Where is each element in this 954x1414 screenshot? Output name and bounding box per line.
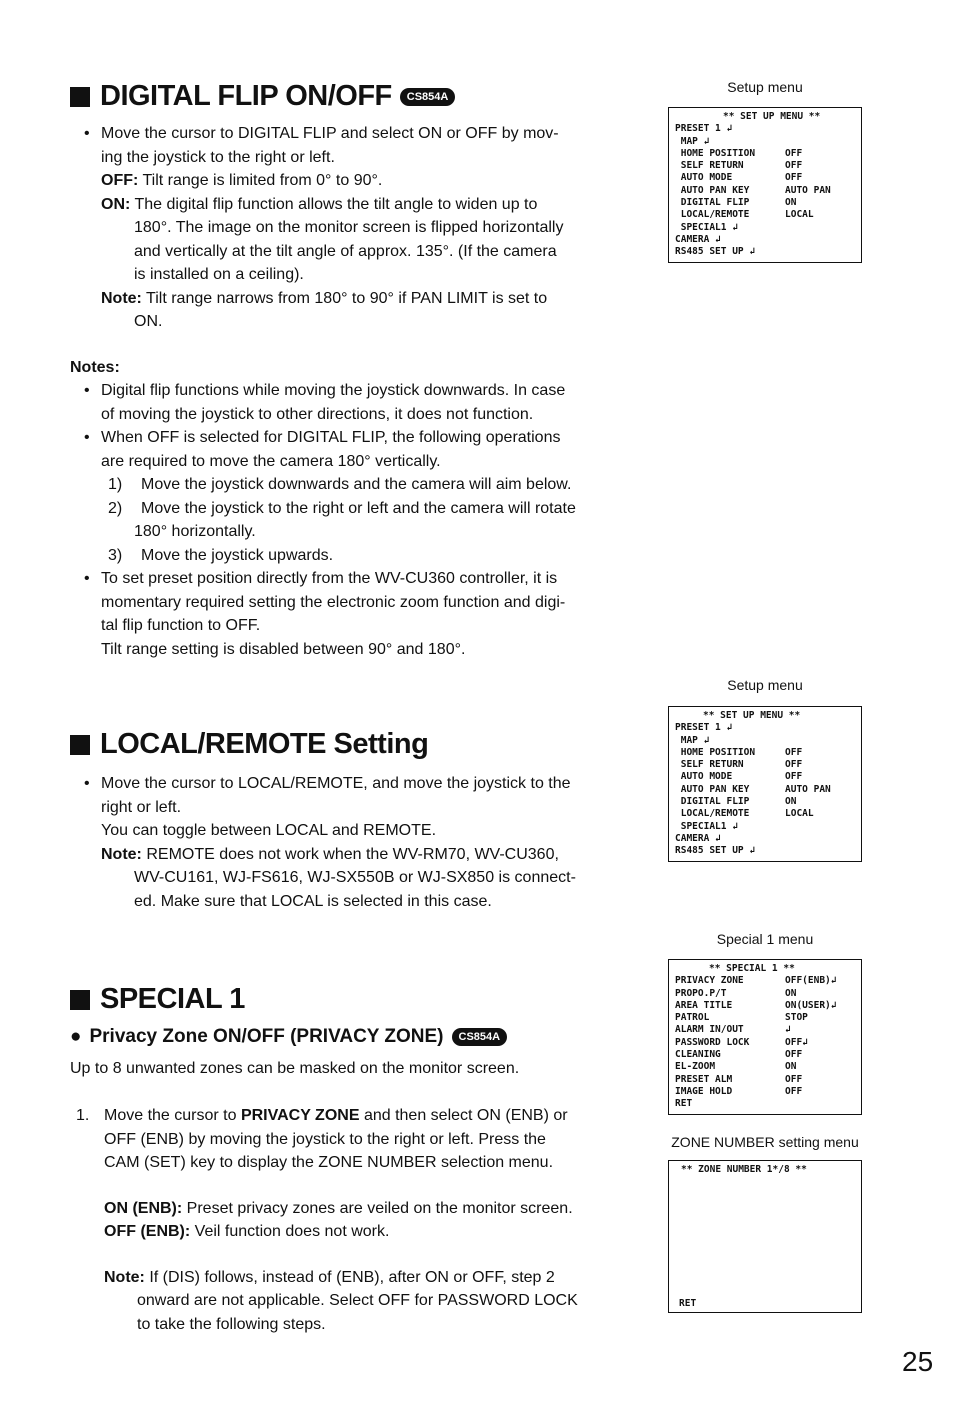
menu-row: [675, 136, 855, 148]
menu-row: [675, 821, 855, 833]
text-line: ON.: [134, 313, 163, 330]
step: [76, 1104, 624, 1128]
menu-item-value: ↲: [785, 1024, 791, 1036]
menu2-caption: Setup menu: [727, 677, 803, 693]
label: Note:: [101, 289, 142, 307]
square-bullet-icon: [70, 735, 90, 755]
menu-item-value: OFF: [785, 746, 803, 758]
menu-item-value: ON: [785, 987, 797, 999]
text-line: • Move the cursor to DIGITAL FLIP and select ON or OFF by mov-: [101, 125, 559, 142]
menu-item-label: SELF RETURN: [675, 759, 744, 771]
title-text: DIGITAL FLIP ON/OFF: [100, 80, 392, 112]
menu-row: [675, 759, 855, 771]
label: OFF (ENB):: [104, 1223, 191, 1240]
menu-row: [675, 148, 855, 160]
text-line: ing the joystick to the right or left.: [101, 148, 335, 166]
menu-item-label: ALARM IN/OUT: [675, 1024, 744, 1036]
step-number: 1): [108, 476, 123, 493]
menu-row: [675, 246, 855, 258]
menu-item-label: SPECIAL1 ↲: [675, 221, 738, 233]
menu-row: [675, 160, 855, 172]
special1-menu: [668, 959, 862, 1115]
text-line: CAM (SET) key to display the ZONE NUMBER selection menu.: [104, 1154, 554, 1171]
menu-item-label: PASSWORD LOCK: [675, 1036, 750, 1048]
notes-heading: Notes:: [70, 359, 120, 376]
step: [101, 497, 621, 521]
menu-item-label: AUTO PAN KEY: [675, 783, 750, 795]
menu-rows: [675, 722, 855, 857]
square-bullet-icon: [70, 87, 90, 107]
menu-item-value: LOCAL: [785, 808, 814, 820]
menu-item-label: EL-ZOOM: [675, 1061, 716, 1073]
menu-item-value: AUTO PAN: [785, 184, 831, 196]
menu-item-label: LOCAL/REMOTE: [675, 209, 750, 221]
step: [101, 473, 621, 497]
menu-item-label: PRESET ALM: [675, 1073, 733, 1085]
menu-row: [675, 975, 855, 987]
menu-item-value: OFF(ENB)↲: [785, 975, 837, 987]
menu-item-value: OFF: [785, 1049, 803, 1061]
text: REMOTE does not work when the WV-RM70, WV-CU360,: [141, 845, 559, 863]
text-line: • Digital flip functions while moving the joystick downwards. In case: [101, 382, 566, 399]
menu-row: [675, 845, 855, 857]
text-line: tal flip function to OFF.: [101, 617, 261, 634]
on-enb-desc: [76, 1197, 624, 1221]
text-line: is installed on a ceiling).: [134, 266, 304, 283]
text-line: 180° horizontally.: [134, 523, 256, 540]
menu-item-label: HOME POSITION: [675, 147, 756, 159]
text-line: • Move the cursor to LOCAL/REMOTE, and move the joystick to the: [101, 775, 571, 792]
text-line: • When OFF is selected for DIGITAL FLIP, the following operations: [101, 429, 561, 446]
menu-header: ** SET UP MENU **: [703, 710, 801, 721]
text-line: You can toggle between LOCAL and REMOTE.: [101, 822, 437, 839]
menu-row: [675, 1086, 855, 1098]
text: Move the cursor to: [104, 1107, 241, 1124]
menu-item-value: OFF: [785, 172, 803, 184]
menu-header: ** SET UP MENU **: [723, 111, 821, 122]
note: [101, 843, 621, 867]
cs854a-badge: CS854A: [452, 1028, 508, 1046]
setup-menu-2: [668, 706, 862, 862]
menu-item-label: AUTO PAN KEY: [675, 184, 750, 196]
menu-item-label: SELF RETURN: [675, 160, 744, 172]
text-line: 180°. The image on the monitor screen is flipped horizontally: [134, 219, 564, 236]
text-line: WV-CU161, WJ-FS616, WJ-SX550B or WJ-SX850 is connect-: [134, 869, 576, 886]
text-line: OFF (ENB) by moving the joystick to the right or left. Press the: [104, 1130, 546, 1148]
menu-item-label: LOCAL/REMOTE: [675, 808, 750, 820]
menu-row: [675, 771, 855, 783]
setup-menu-1: [668, 107, 862, 263]
menu-ret: RET: [679, 1297, 697, 1309]
text: Move the joystick upwards.: [141, 546, 334, 564]
menu-rows: [675, 123, 855, 258]
menu-row: [675, 209, 855, 221]
menu-item-label: PRESET 1 ↲: [675, 123, 733, 135]
menu-row: [675, 796, 855, 808]
title-text: LOCAL/REMOTE Setting: [100, 728, 429, 760]
menu-item-label: CLEANING: [675, 1049, 721, 1061]
menu-item-value: OFF: [785, 147, 803, 159]
menu-row: [675, 1000, 855, 1012]
text-line: • To set preset position directly from the WV-CU360 controller, it is: [101, 570, 558, 587]
page-number: 25: [902, 1346, 934, 1377]
step-number: 1.: [76, 1107, 90, 1124]
text-line: to take the following steps.: [137, 1315, 326, 1333]
sec2-body: [101, 772, 621, 913]
note: [101, 287, 621, 311]
note: [76, 1266, 624, 1290]
menu-row: [675, 234, 855, 246]
text: [104, 1104, 568, 1128]
privacy-intro: Up to 8 unwanted zones can be masked on the monitor screen.: [70, 1060, 520, 1077]
round-bullet-icon: ●: [70, 1026, 82, 1047]
text-bold: PRIVACY ZONE: [240, 1107, 360, 1124]
list-item: [101, 772, 621, 819]
label: ON (ENB):: [104, 1199, 183, 1217]
section-title-digital-flip: [70, 80, 455, 113]
subsection-title-privacy-zone: [70, 1026, 507, 1048]
menu-item-value: OFF: [785, 1085, 803, 1097]
menu1-caption: Setup menu: [727, 79, 803, 95]
menu-item-value: ON: [785, 796, 797, 808]
menu-item-label: IMAGE HOLD: [675, 1085, 733, 1097]
menu-row: [675, 185, 855, 197]
menu-row: [675, 833, 855, 845]
text: If (DIS) follows, instead of (ENB), after ON or OFF, step 2: [144, 1268, 555, 1286]
menu-item-value: ON: [785, 1061, 797, 1073]
label: OFF:: [101, 172, 139, 189]
text-line: of moving the joystick to other directions, it does not function.: [101, 405, 534, 423]
menu3-caption: Special 1 menu: [716, 931, 814, 947]
menu-item-value: OFF: [785, 759, 803, 771]
menu-item-label: HOME POSITION: [675, 746, 756, 758]
menu-item-label: DIGITAL FLIP: [675, 197, 750, 209]
menu-row: [675, 1098, 855, 1110]
menu-row: [675, 747, 855, 759]
off-enb-desc: [76, 1220, 624, 1244]
list-item: [101, 379, 621, 426]
square-bullet-icon: [70, 990, 90, 1010]
menu-row: [675, 172, 855, 184]
menu-row: [675, 1024, 855, 1036]
text-line: Tilt range setting is disabled between 90° and 180°.: [101, 640, 466, 658]
menu-item-label: AUTO MODE: [675, 771, 733, 783]
section-title-local-remote: [70, 728, 428, 761]
menu-item-value: AUTO PAN: [785, 783, 831, 795]
zone-number-menu: [668, 1160, 862, 1313]
step: [101, 544, 621, 568]
text: Tilt range is limited from 0° to 90°.: [138, 172, 383, 189]
notes-list: [101, 379, 621, 661]
list-item: [101, 567, 621, 661]
menu-row: [675, 222, 855, 234]
menu-item-label: DIGITAL FLIP: [675, 796, 750, 808]
menu-header: ** ZONE NUMBER 1*/8 **: [681, 1164, 807, 1175]
menu-item-label: SPECIAL1 ↲: [675, 820, 738, 832]
menu-item-value: OFF↲: [785, 1036, 808, 1048]
menu-item-label: AREA TITLE: [675, 999, 733, 1011]
label: Note:: [104, 1268, 145, 1286]
text: Preset privacy zones are veiled on the monitor screen.: [182, 1199, 573, 1217]
menu-row: [675, 197, 855, 209]
sec1-body: [101, 122, 621, 334]
menu-item-label: RET: [675, 1098, 693, 1110]
menu-row: [675, 1049, 855, 1061]
menu-item-label: PRESET 1 ↲: [675, 722, 733, 734]
menu-item-value: LOCAL: [785, 209, 814, 221]
menu-item-label: PATROL: [675, 1012, 710, 1024]
text: Veil function does not work.: [190, 1223, 390, 1240]
on-desc: [101, 193, 621, 217]
menu-row: [675, 784, 855, 796]
menu-row: [675, 988, 855, 1000]
text: The digital flip function allows the tilt angle to widen up to: [130, 195, 538, 213]
text-line: and vertically at the tilt angle of approx. 135°. (If the camera: [134, 242, 557, 260]
menu-row: [675, 1037, 855, 1049]
text-line: are required to move the camera 180° vertically.: [101, 452, 441, 470]
menu-row: [675, 735, 855, 747]
list-item: [101, 122, 621, 169]
menu-item-value: ON(USER)↲: [785, 999, 837, 1011]
cs854a-badge: CS854A: [400, 88, 456, 106]
text: Tilt range narrows from 180° to 90° if PAN LIMIT is set to: [141, 289, 548, 307]
list-item: [101, 426, 621, 473]
menu-row: [675, 1074, 855, 1086]
section-title-special1: [70, 983, 245, 1016]
text-line: momentary required setting the electronic zoom function and digi-: [101, 593, 566, 611]
menu-item-label: RS485 SET UP ↲: [675, 246, 756, 258]
menu-item-label: AUTO MODE: [675, 172, 733, 184]
menu-row: [675, 722, 855, 734]
menu-item-label: RS485 SET UP ↲: [675, 845, 756, 857]
text-line: ed. Make sure that LOCAL is selected in this case.: [134, 892, 492, 910]
menu-item-value: OFF: [785, 160, 803, 172]
menu-item-value: STOP: [785, 1012, 808, 1024]
menu-item-value: OFF: [785, 771, 803, 783]
menu-item-value: OFF: [785, 1073, 803, 1085]
title-text: Privacy Zone ON/OFF (PRIVACY ZONE): [89, 1026, 444, 1047]
step-number: 2): [108, 499, 123, 517]
text-line: right or left.: [101, 798, 182, 816]
sec3-body: [76, 1104, 624, 1336]
menu-row: [675, 1061, 855, 1073]
menu-item-label: CAMERA ↲: [675, 233, 721, 245]
menu-item-label: MAP ↲: [675, 135, 710, 147]
off-desc: [101, 169, 621, 193]
label: Note:: [101, 845, 142, 863]
menu-row: [675, 123, 855, 135]
menu-item-label: MAP ↲: [675, 734, 710, 746]
menu-item-value: ON: [785, 197, 797, 209]
menu-item-label: PRIVACY ZONE: [675, 975, 744, 987]
text: Move the joystick to the right or left and the camera will rotate: [141, 499, 576, 517]
title-text: SPECIAL 1: [100, 983, 245, 1015]
menu-header: ** SPECIAL 1 **: [709, 963, 795, 974]
step-number: 3): [108, 546, 123, 564]
text: and then select ON (ENB) or: [359, 1107, 568, 1124]
menu-row: [675, 808, 855, 820]
menu-row: [675, 1012, 855, 1024]
menu-rows: [675, 975, 855, 1110]
label: ON:: [101, 195, 131, 213]
menu-item-label: PROPO.P/T: [675, 987, 727, 999]
text-line: onward are not applicable. Select OFF for PASSWORD LOCK: [137, 1292, 578, 1309]
menu-item-label: CAMERA ↲: [675, 832, 721, 844]
menu4-caption: ZONE NUMBER setting menu: [671, 1134, 859, 1150]
text: Move the joystick downwards and the camera will aim below.: [141, 476, 572, 493]
